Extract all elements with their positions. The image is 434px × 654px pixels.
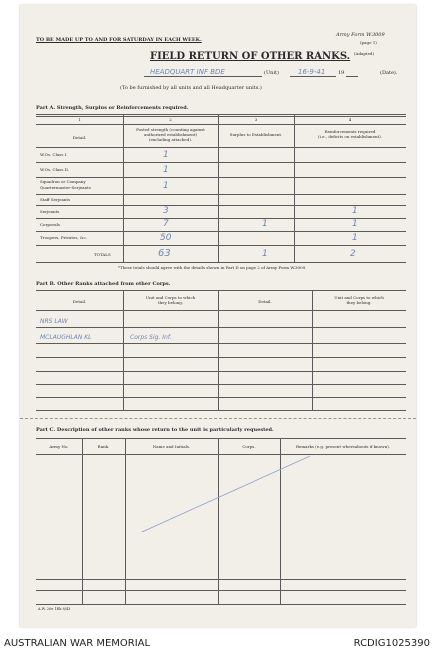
posted-header-line3: (excluding attached). bbox=[148, 137, 193, 142]
part-b-unit-header-1-line2: they belong. bbox=[157, 300, 184, 305]
posted-wo-class1: 1 bbox=[163, 150, 169, 160]
part-b-entry-2-unit: Corps Sig. Inf. bbox=[130, 334, 172, 341]
part-c-name-header: Name and Initials. bbox=[152, 444, 191, 449]
army-form-number: Army Form W.3009 bbox=[336, 32, 385, 38]
page-number: (page 1) bbox=[360, 40, 377, 45]
print-code: A.W. 20e 1Ek 8/43 bbox=[38, 607, 71, 611]
totals-label: TOTALS bbox=[94, 252, 111, 257]
form-subtitle: (To be furnished by all units and all Headquarter units.) bbox=[120, 85, 262, 91]
row-label-cqms-line1: Squadron or Company bbox=[40, 179, 86, 184]
surplus-header: Surplus to Establishment. bbox=[229, 132, 283, 137]
row-label-staff-serjeants: Staff Serjeants bbox=[40, 197, 71, 202]
detail-header: Detail. bbox=[72, 135, 87, 140]
row-label-wo-class1: W.Os. Class I. bbox=[40, 152, 68, 157]
row-label-serjeants: Serjeants bbox=[40, 209, 60, 214]
posted-troopers: 50 bbox=[160, 233, 172, 243]
footer-document-id: RCDIG1025390 bbox=[353, 638, 430, 649]
row-label-wo-class2: W.Os. Class II. bbox=[40, 167, 70, 172]
posted-serjeants: 3 bbox=[163, 206, 169, 216]
part-b-detail-header-1: Detail. bbox=[72, 299, 87, 304]
col-number-3: 3 bbox=[254, 117, 258, 122]
col-number-4: 4 bbox=[348, 117, 352, 122]
reinf-corporals: 1 bbox=[352, 219, 358, 229]
form-title: FIELD RETURN OF OTHER RANKS. bbox=[150, 51, 351, 62]
reinf-header-line2: (i.e., deficits on establishment). bbox=[318, 134, 382, 139]
unit-label: (Unit) bbox=[264, 70, 279, 76]
part-b-unit-header-2-line2: they belong. bbox=[346, 300, 372, 305]
totals-reinf: 2 bbox=[350, 249, 356, 259]
totals-posted: 63 bbox=[158, 248, 171, 259]
adapted-note: (Adapted) bbox=[354, 51, 375, 56]
row-label-cqms-line2: Quartermaster-Serjeants bbox=[40, 185, 91, 190]
reinf-troopers: 1 bbox=[352, 233, 358, 243]
col-number-1: 1 bbox=[78, 117, 81, 122]
part-b-heading: Part B. Other Ranks attached from other Corps. bbox=[36, 281, 171, 287]
unit-handwritten: HEADQUART INF BDE bbox=[150, 68, 225, 76]
posted-header-line2: authorized establishment) bbox=[143, 132, 198, 137]
surplus-corporals: 1 bbox=[262, 219, 268, 229]
date-handwritten: 16-9-41 bbox=[298, 68, 326, 76]
part-c-remarks-header: Remarks (e.g. present whereabouts if known). bbox=[295, 444, 390, 449]
part-b-unit-header-1-line1: Unit and Corps to which bbox=[145, 295, 196, 300]
posted-corporals: 7 bbox=[163, 219, 169, 229]
posted-header-line1: Posted strength (counting against bbox=[136, 127, 205, 132]
part-b-detail-header-2: Detail. bbox=[258, 299, 272, 304]
part-b-entry-2-detail: MCLAUGHLAN KL bbox=[40, 334, 92, 341]
row-label-troopers: Troopers, Privates, &c. bbox=[40, 235, 88, 240]
part-b-unit-header-2-line1: Unit and Corps to which bbox=[334, 295, 384, 300]
part-c-rank-header: Rank. bbox=[97, 444, 110, 449]
part-a-footnote: *These totals should agree with the details shown in Part D on page 2 of Army Form W.3009. bbox=[118, 265, 307, 270]
reinf-serjeants: 1 bbox=[352, 206, 358, 216]
top-notice: TO BE MADE UP TO AND FOR SATURDAY IN EACH WEEK. bbox=[36, 37, 202, 43]
col-number-2: 2 bbox=[169, 117, 172, 122]
posted-wo-class2: 1 bbox=[163, 165, 169, 175]
part-c-heading: Part C. Description of other ranks whose return to the unit is particularly requested. bbox=[36, 427, 274, 433]
date-label: (Date). bbox=[380, 70, 398, 76]
year-prefix: 19 bbox=[338, 70, 345, 76]
part-c-army-no-header: Army No. bbox=[49, 444, 69, 449]
totals-surplus: 1 bbox=[262, 249, 268, 259]
part-b-entry-1-detail: NRS LAW bbox=[40, 318, 68, 325]
row-label-corporals: Corporals bbox=[40, 222, 60, 227]
part-c-corps-header: Corps. bbox=[242, 444, 256, 449]
reinf-header-line1: Reinforcements required bbox=[324, 129, 376, 134]
posted-cqms: 1 bbox=[163, 181, 169, 191]
footer-source: AUSTRALIAN WAR MEMORIAL bbox=[4, 638, 151, 649]
part-a-heading: Part A. Strength, Surplus or Reinforcements required. bbox=[36, 105, 189, 111]
